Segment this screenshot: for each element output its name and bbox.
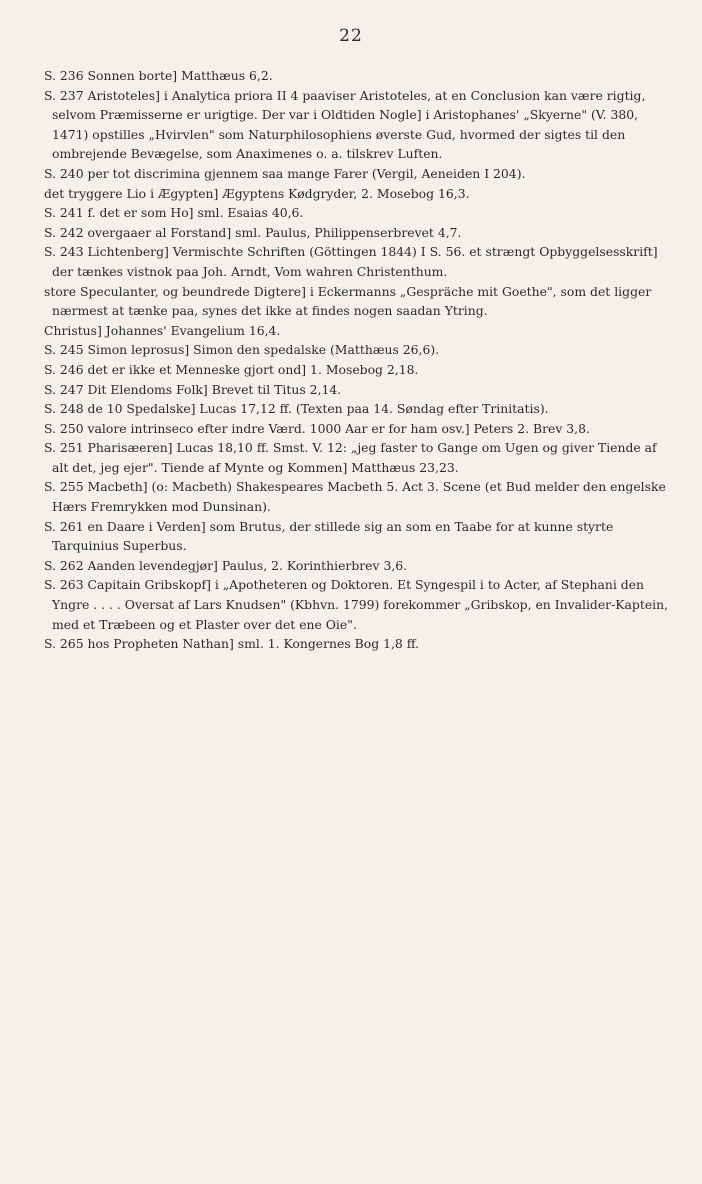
note-item: Christus] Johannes' Evangelium 16,4. xyxy=(44,322,281,338)
note-item: S. 262 Aanden levendegjør] Paulus, 2. Korinthierbrev 3,6. xyxy=(44,557,408,573)
note-item: S. 250 valore intrinseco efter indre Værd. 1000 Aar er for ham osv.] Peters 2. Brev 3,8. xyxy=(44,420,590,436)
note-item: S. 255 Macbeth] (o: Macbeth) Shakespeares Macbeth 5. Act 3. Scene (et Bud melder den engelske Hærs Fremrykken mod Dunsinan). xyxy=(44,479,666,515)
note-item: S. 242 overgaaer al Forstand] sml. Paulus, Philippenserbrevet 4,7. xyxy=(44,224,462,240)
note-item: S. 243 Lichtenberg] Vermischte Schriften (Göttingen 1844) I S. 56. et strængt Opbyggelsesskrift] der tænkes vistnok paa Joh. Arndt, Vom wahren Christenthum. xyxy=(44,244,658,279)
page-number: 22 xyxy=(339,26,363,46)
note-item: S. 236 Sonnen borte] Matthæus 6,2. xyxy=(44,68,273,83)
note-item: S. 246 det er ikke et Menneske gjort ond] 1. Mosebog 2,18. xyxy=(44,361,419,377)
note-item: S. 245 Simon leprosus] Simon den spedalske (Matthæus 26,6). xyxy=(44,342,440,358)
note-item: det tryggere Lio i Ægypten] Ægyptens Kødgryder, 2. Mosebog 16,3. xyxy=(44,185,470,201)
notes-list xyxy=(44,66,674,654)
note-item: S. 248 de 10 Spedalske] Lucas 17,12 ff. (Texten paa 14. Søndag efter Trinitatis). xyxy=(44,401,549,417)
note-item: S. 241 f. det er som Ho] sml. Esaias 40,6. xyxy=(44,205,304,221)
note-item: S. 240 per tot discrimina gjennem saa mange Farer (Vergil, Aeneiden I 204). xyxy=(44,165,526,181)
note-item: S. 247 Dit Elendoms Folk] Brevet til Titus 2,14. xyxy=(44,381,342,397)
note-item: S. 265 hos Propheten Nathan] sml. 1. Kongernes Bog 1,8 ff. xyxy=(44,636,420,652)
note-item: S. 261 en Daare i Verden] som Brutus, der stillede sig an som en Taabe for at kunne styrte Tarquinius Superbus. xyxy=(44,518,614,554)
note-item: S. 237 Aristoteles] i Analytica priora II 4 paaviser Aristoteles, at en Conclusion kan være rigtig, selvom Præmisserne er urigtige. Der var i Oldtiden Nogle] i Aristophanes' „Skyerne" (V. 380, 1471) opstilles „Hvirvlen" som Naturphilosophiens øverste Gud, hvormed der sigtes til den ombrejende Bevægelse, som Anaximenes o. a. tilskrev Luften. xyxy=(44,87,646,162)
note-item: S. 251 Pharisæeren] Lucas 18,10 ff. Smst. V. 12: „jeg faster to Gange om Ugen og giver Tiende af alt det, jeg ejer". Tiende af Mynte og Kommen] Matthæus 23,23. xyxy=(44,440,657,475)
note-item: store Speculanter, og beundrede Digtere] i Eckermanns „Gespräche mit Goethe", som det ligger nærmest at tænke paa, synes det ikke at findes nogen saadan Ytring. xyxy=(44,283,652,319)
note-item: S. 263 Capitain Gribskopf] i „Apotheteren og Doktoren. Et Syngespil i to Acter, af Stephani den Yngre . . . . Oversat af Lars Knudsen" (Kbhvn. 1799) forekommer „Gribskop, en Invalider-Kaptein, med et Træbeen og et Plaster over det ene Oie". xyxy=(44,577,669,632)
